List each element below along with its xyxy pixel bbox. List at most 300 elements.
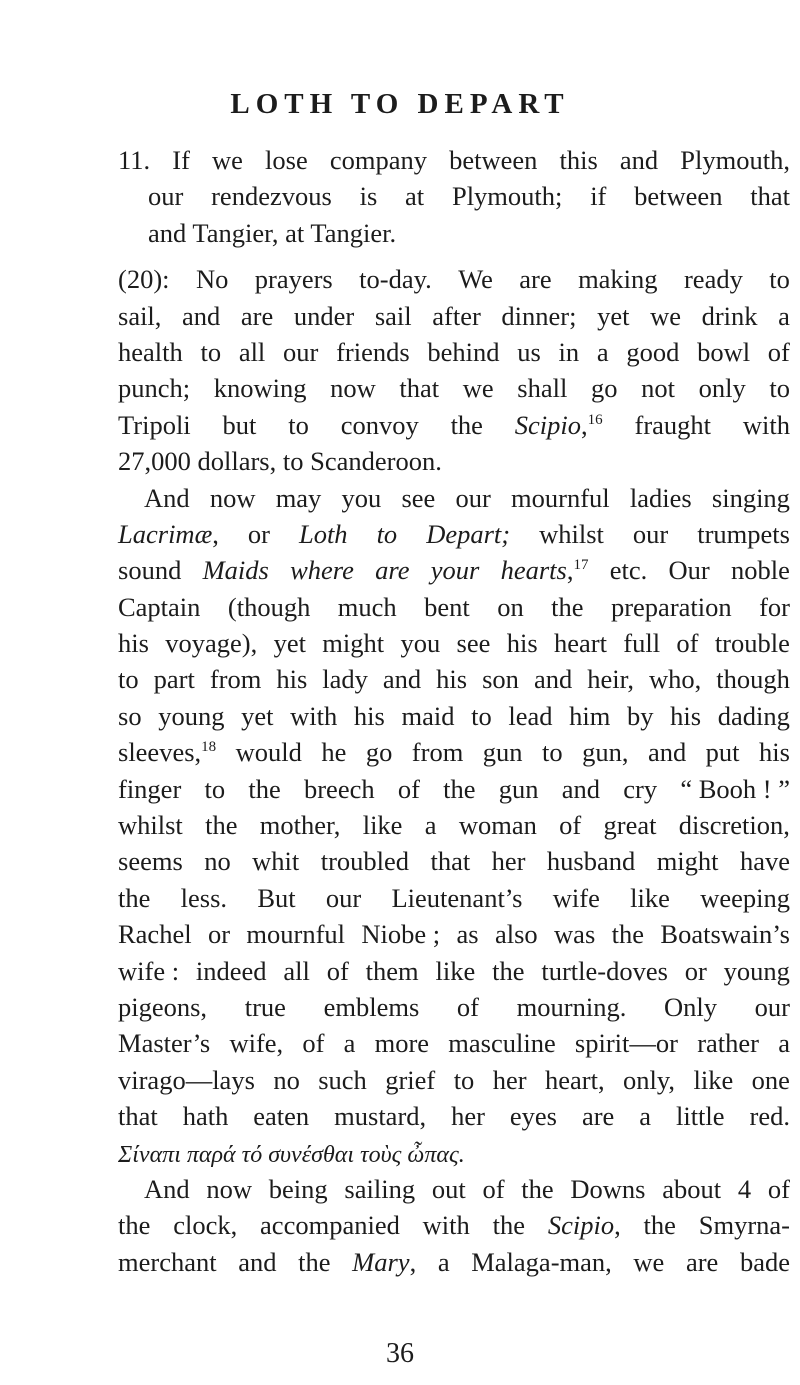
word: knowing [213, 373, 307, 404]
italic-word: are [375, 555, 410, 586]
word: punch; [118, 373, 191, 404]
body-text [118, 142, 790, 1280]
word: yet [597, 300, 630, 331]
italic-word: your [430, 555, 480, 586]
word: that [750, 181, 790, 212]
text-line [118, 953, 790, 989]
word: yet [241, 700, 274, 731]
text-line [118, 552, 790, 588]
word: fraught [634, 409, 712, 440]
word: dading [717, 700, 790, 731]
word: after [432, 300, 481, 331]
word: of [559, 810, 582, 841]
word: bent [424, 591, 470, 622]
word: Plymouth, [680, 145, 790, 175]
word: etc. [609, 555, 648, 586]
word: the [521, 1173, 554, 1204]
word: rather [697, 1028, 759, 1059]
word: not [641, 373, 675, 404]
italic-word: Loth [298, 518, 348, 549]
word: this [559, 145, 598, 175]
word: grief [385, 1064, 436, 1095]
word [118, 516, 219, 552]
word: , [566, 555, 574, 586]
text-line [118, 443, 790, 479]
word [548, 1207, 621, 1243]
text-line [118, 334, 790, 370]
word: a [437, 1246, 450, 1277]
word: convoy [340, 409, 419, 440]
word: Captain [118, 591, 201, 622]
word: sailing [344, 1173, 416, 1204]
word: wife [552, 882, 600, 913]
text-line [118, 843, 790, 879]
word: of [397, 773, 420, 804]
word: our [632, 518, 669, 549]
text-line [118, 734, 790, 770]
word: rendezvous [211, 181, 332, 212]
word: noble [731, 555, 790, 586]
word: whilst [118, 810, 183, 841]
word: No [195, 264, 229, 295]
word: his [118, 628, 149, 659]
word: accompanied [260, 1210, 400, 1241]
word: bade [739, 1246, 790, 1277]
word: We [458, 264, 493, 295]
word: to [542, 737, 563, 768]
word: our [283, 336, 319, 367]
italic-word: Lacrimæ [118, 518, 213, 549]
text-line [118, 1098, 790, 1134]
word: that [118, 1101, 158, 1132]
text-line [118, 1171, 790, 1207]
word: between [634, 181, 723, 212]
word: virago—lays [118, 1064, 255, 1095]
word: are [240, 300, 274, 331]
word: with [422, 1210, 470, 1241]
word: a [596, 336, 609, 367]
word: Lieutenant’s [391, 882, 523, 913]
word: of [456, 991, 479, 1022]
word: to [471, 700, 492, 731]
word: him [569, 700, 611, 731]
text-line [118, 625, 790, 661]
word: company [329, 145, 427, 175]
word: “ Booh ! ” [680, 773, 790, 804]
word: we [212, 145, 243, 175]
word: of [326, 955, 349, 986]
word: , [614, 1210, 621, 1241]
word: now [209, 482, 256, 513]
word: mother, [259, 810, 341, 841]
word: so [118, 700, 142, 731]
word: whit [252, 846, 300, 877]
word: his [436, 664, 468, 695]
word: all [283, 955, 310, 986]
word: put [705, 737, 740, 768]
word: maid [401, 700, 455, 731]
word: gun, [582, 737, 629, 768]
word: though [716, 664, 790, 695]
word: , [409, 1246, 417, 1277]
word: heir, [587, 664, 634, 695]
word: less. [180, 882, 228, 913]
word: sail, [118, 300, 162, 331]
word: on [497, 591, 524, 622]
word: is [359, 181, 378, 212]
word: to [769, 264, 790, 295]
word: for [759, 591, 790, 622]
word: young [158, 700, 225, 731]
word: you [341, 482, 382, 513]
word: his [670, 700, 702, 731]
word: in [558, 336, 580, 367]
word: merchant [118, 1246, 217, 1277]
word: singing [711, 482, 790, 513]
word: might [656, 846, 719, 877]
word: our [148, 181, 184, 212]
word: the [643, 1210, 676, 1241]
word: our [325, 882, 362, 913]
word: like [362, 810, 403, 841]
word: or [247, 518, 270, 549]
word: mournful [246, 919, 346, 950]
word: pigeons, [118, 991, 208, 1022]
word: Plymouth; [451, 181, 563, 212]
word: the [248, 773, 281, 804]
word: out [431, 1173, 466, 1204]
word: only [698, 373, 746, 404]
word: Only [664, 991, 717, 1022]
word: may [275, 482, 322, 513]
word: no [204, 846, 231, 877]
word: friends [336, 336, 410, 367]
word: wife, [229, 1028, 284, 1059]
word: spirit—or [574, 1028, 678, 1059]
word: whilst [539, 518, 604, 549]
word: woman [458, 810, 537, 841]
word: he [321, 737, 347, 768]
word: weeping [700, 882, 790, 913]
word: that [430, 846, 471, 877]
text-line [118, 142, 790, 178]
text-line [118, 1244, 790, 1280]
word: a [778, 300, 790, 331]
word: see [401, 482, 436, 513]
word: mustard, [334, 1101, 427, 1132]
word: about [662, 1173, 722, 1204]
word: or [684, 955, 707, 986]
word: to [453, 1064, 475, 1095]
word: behind [427, 336, 500, 367]
word: was [554, 919, 596, 950]
word: , [581, 409, 588, 440]
word: the [611, 919, 645, 950]
word: of [302, 1028, 325, 1059]
text-line [118, 215, 790, 251]
word: shall [517, 373, 568, 404]
word: son [482, 664, 519, 695]
text-line [118, 1025, 790, 1061]
word: mourning. [516, 991, 627, 1022]
word: finger [118, 773, 182, 804]
word: from [209, 664, 262, 695]
word: Niobe ; [361, 919, 441, 950]
word: discretion, [678, 810, 790, 841]
word: with [290, 700, 338, 731]
word: true [244, 991, 286, 1022]
word: making [578, 264, 658, 295]
word: with [742, 409, 790, 440]
word: like [435, 955, 476, 986]
word: turtle-doves [541, 955, 668, 986]
footnote-ref: 18 [201, 739, 217, 756]
paragraph-gap [118, 251, 790, 261]
word: And [144, 482, 190, 513]
word: of [676, 628, 699, 659]
word: we [650, 300, 681, 331]
word: Malaga-man, [471, 1246, 612, 1277]
text-line [118, 261, 790, 297]
word: lady [322, 664, 368, 695]
word: now [206, 1173, 253, 1204]
word: hath [182, 1101, 229, 1132]
word: who, [648, 664, 702, 695]
word: cry [623, 773, 658, 804]
word [501, 552, 589, 588]
word: the [118, 882, 151, 913]
word: Our [668, 555, 710, 586]
word: go [590, 373, 618, 404]
word: heart, [545, 1064, 605, 1095]
word: only, [623, 1064, 676, 1095]
text-line [118, 1135, 790, 1171]
word: breech [303, 773, 375, 804]
word: and [382, 664, 422, 695]
text-line [118, 698, 790, 734]
word: to [769, 373, 790, 404]
word: being [268, 1173, 328, 1204]
word: sail [374, 300, 412, 331]
word: bowl [697, 336, 751, 367]
word: to [118, 664, 139, 695]
text-line [118, 480, 790, 516]
word: wife : [118, 955, 180, 986]
word: the [443, 773, 476, 804]
word: no [273, 1064, 300, 1095]
word: good [626, 336, 680, 367]
word: we [633, 1246, 665, 1277]
word: of [482, 1173, 505, 1204]
word: part [153, 664, 195, 695]
word: the [118, 1210, 151, 1241]
word: his [353, 700, 385, 731]
word: his [506, 628, 538, 659]
word: mournful [511, 482, 610, 513]
word: her [492, 1064, 527, 1095]
word: sound [118, 555, 182, 586]
word: the [492, 1210, 525, 1241]
word: husband [546, 846, 636, 877]
greek-quotation: Σίναπι παρά τό συνέσθαι τοὺς ὦπας. [118, 1141, 465, 1168]
word: are [519, 264, 552, 295]
word: our [754, 991, 790, 1022]
word: at [405, 181, 425, 212]
word: all [238, 336, 266, 367]
word: gun [498, 773, 539, 804]
word: under [293, 300, 355, 331]
word: Downs [570, 1173, 646, 1204]
word: one [751, 1064, 790, 1095]
word: her [491, 846, 526, 877]
word: clock, [173, 1210, 238, 1241]
word: from [411, 737, 464, 768]
word: voyage), [165, 628, 258, 659]
word: also [494, 919, 538, 950]
word: (20): [118, 264, 170, 295]
italic-word: Maids [202, 555, 269, 586]
word: would [235, 737, 302, 768]
word: or [207, 919, 231, 950]
word: and [182, 300, 221, 331]
word: 11. [118, 145, 151, 175]
word: full [623, 628, 661, 659]
word: you [400, 628, 441, 659]
word: more [374, 1028, 430, 1059]
word: and [533, 664, 573, 695]
text-line [118, 1207, 790, 1243]
italic-word: Mary [352, 1246, 410, 1277]
word: trouble [714, 628, 790, 659]
word: drink [701, 300, 758, 331]
word: great [603, 810, 657, 841]
word: gun [482, 737, 523, 768]
word: a [778, 1028, 790, 1059]
word: indeed [195, 955, 267, 986]
word: heart [553, 628, 607, 659]
word: like [693, 1064, 734, 1095]
footnote-ref: 17 [573, 557, 589, 574]
word: a [639, 1101, 652, 1132]
word: to [204, 773, 226, 804]
text-line [118, 880, 790, 916]
word: ready [683, 264, 743, 295]
word: And [144, 1173, 190, 1204]
word: to-day. [359, 264, 432, 295]
word [118, 734, 216, 770]
italic-word: hearts [500, 555, 567, 586]
text-line [118, 807, 790, 843]
word: and [619, 145, 659, 175]
word: that [399, 373, 440, 404]
word: see [456, 628, 491, 659]
text-line [118, 589, 790, 625]
word: trumpets [697, 518, 790, 549]
word: , [212, 518, 219, 549]
word: a [424, 810, 437, 841]
word: Master’s [118, 1028, 211, 1059]
word: them [365, 955, 419, 986]
word: much [337, 591, 397, 622]
word: go [365, 737, 393, 768]
word: to [200, 336, 222, 367]
text-line [118, 771, 790, 807]
word: (though [227, 591, 311, 622]
word: If [172, 145, 190, 175]
word: and [647, 737, 687, 768]
word: 4 [737, 1173, 752, 1204]
word: eyes [509, 1101, 557, 1132]
word: as [456, 919, 479, 950]
footnote-ref: 16 [587, 411, 603, 428]
word: the [298, 1246, 331, 1277]
word: the [492, 955, 525, 986]
text-line [118, 1062, 790, 1098]
word: Rachel [118, 919, 192, 950]
word [515, 407, 603, 443]
word: our [455, 482, 491, 513]
word: little [675, 1101, 725, 1132]
word: his [759, 737, 790, 768]
italic-word: Scipio [514, 409, 582, 440]
word: Smyrna- [698, 1210, 790, 1241]
word: troubled [320, 846, 410, 877]
word: ladies [629, 482, 692, 513]
italic-word: Depart; [426, 518, 511, 549]
word: and [238, 1246, 277, 1277]
word: preparation [610, 591, 732, 622]
word: his [276, 664, 308, 695]
page-number: 36 [386, 1338, 414, 1369]
word: red. [749, 1101, 790, 1132]
text-line [118, 916, 790, 952]
text-line [118, 989, 790, 1025]
word: seems [118, 846, 183, 877]
word: of [767, 1173, 790, 1204]
word: a [343, 1028, 356, 1059]
word: now [330, 373, 376, 404]
word: if [590, 181, 607, 212]
word: 27,000 dollars, to Scanderoon. [118, 446, 442, 477]
text-line [118, 661, 790, 697]
word: Tripoli [118, 409, 191, 440]
text-line [118, 298, 790, 334]
text-line [118, 370, 790, 406]
word: prayers [254, 264, 333, 295]
word: but [222, 409, 257, 440]
word: have [739, 846, 790, 877]
word: her [451, 1101, 485, 1132]
word: emblems [323, 991, 420, 1022]
word: yet [273, 628, 306, 659]
italic-word: to [376, 518, 398, 549]
word: masculine [448, 1028, 556, 1059]
word: such [318, 1064, 367, 1095]
word: But [257, 882, 296, 913]
word: dinner; [501, 300, 577, 331]
text-line [118, 407, 790, 443]
word: are [685, 1246, 719, 1277]
word: eaten [253, 1101, 310, 1132]
word: by [627, 700, 654, 731]
word: we [462, 373, 494, 404]
italic-word: where [290, 555, 354, 586]
text-line [118, 178, 790, 214]
word: and [561, 773, 601, 804]
word: young [723, 955, 790, 986]
word: to [288, 409, 309, 440]
word: lose [265, 145, 308, 175]
